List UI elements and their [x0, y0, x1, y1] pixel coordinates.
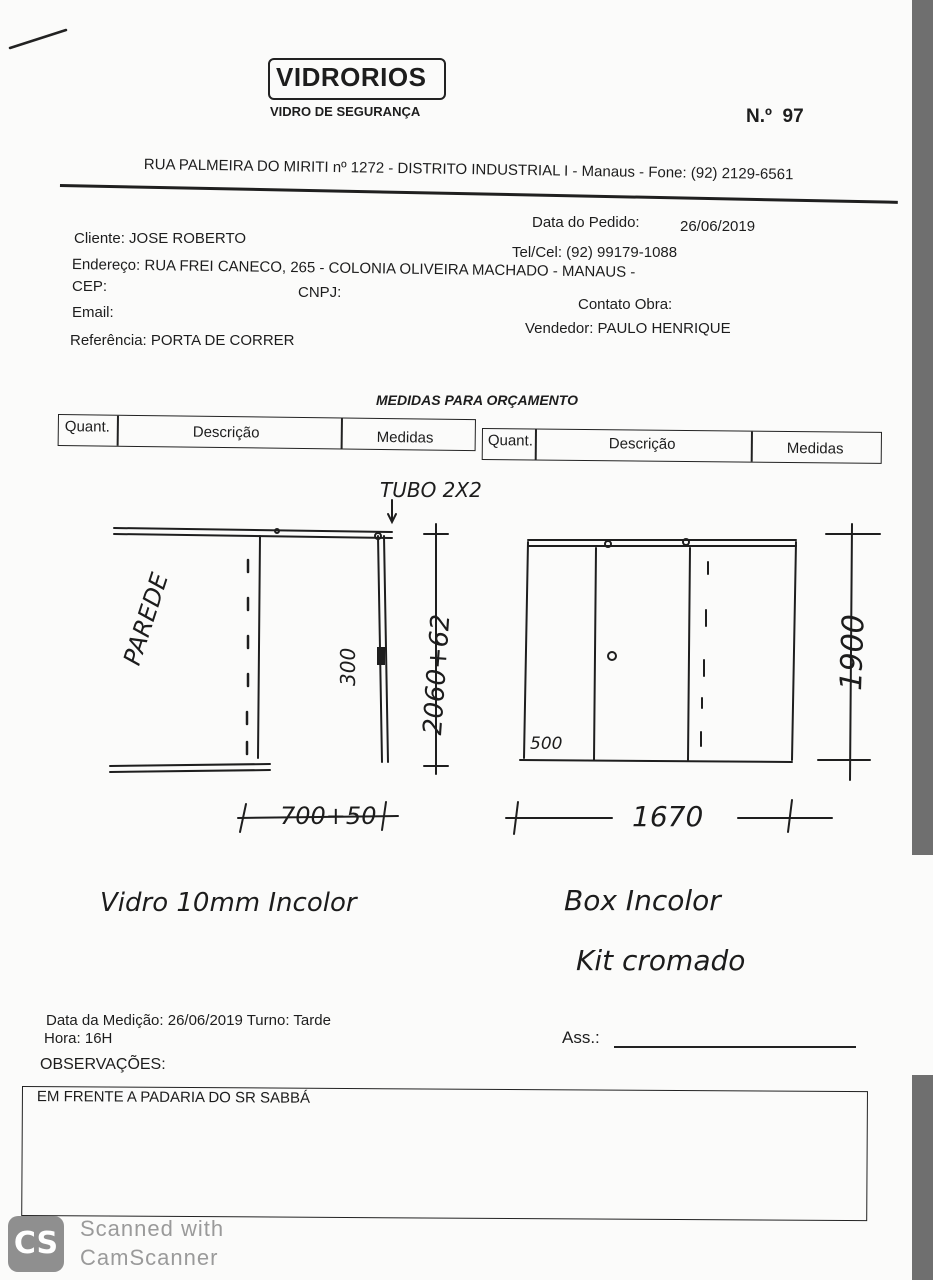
- wall-label: PAREDE: [118, 569, 175, 669]
- measure-date: Data da Medição: 26/06/2019 Turno: Tarde: [46, 1012, 331, 1029]
- observations-text: EM FRENTE A PADARIA DO SR SABBÁ: [36, 1088, 311, 1107]
- measure-table-left: [58, 414, 476, 451]
- cep-field: CEP:: [72, 278, 108, 295]
- right-height-measure: 1900: [834, 613, 872, 692]
- company-address: RUA PALMEIRA DO MIRITI nº 1272 - DISTRITO INDUSTRIAL I - Manaus - Fone: (92) 2129-6561: [143, 156, 794, 184]
- reference-field: Referência: PORTA DE CORRER: [70, 332, 295, 349]
- column-measures-left: Medidas: [376, 428, 434, 447]
- cnpj-field: CNPJ:: [298, 284, 342, 301]
- signature-line: [614, 1046, 856, 1048]
- pen-mark: [8, 26, 72, 52]
- observations-label: OBSERVAÇÕES:: [40, 1056, 166, 1073]
- company-subtitle: VIDRO DE SEGURANÇA: [270, 104, 421, 119]
- measure-table-right: [482, 428, 882, 464]
- client-address: Endereço: RUA FREI CANECO, 265 - COLONIA OLIVEIRA MACHADO - MANAUS -: [71, 256, 636, 281]
- column-quant-right: Quant.: [487, 432, 533, 450]
- column-description-left: Descrição: [192, 423, 260, 442]
- header-divider: [60, 184, 898, 204]
- observations-box: [21, 1086, 868, 1221]
- company-logo: VIDRORIOS: [276, 62, 427, 92]
- left-material-note: Vidro 10mm Incolor: [100, 888, 357, 918]
- camscanner-watermark: Scanned with CamScanner: [80, 1216, 225, 1270]
- measure-hour: Hora: 16H: [44, 1030, 113, 1047]
- tube-note: TUBO 2X2: [380, 478, 482, 502]
- work-contact-field: Contato Obra:: [578, 296, 673, 313]
- right-material-note: Box Incolor: [564, 884, 721, 917]
- right-width-measure: 1670: [632, 800, 704, 833]
- order-date: 26/06/2019: [680, 218, 756, 235]
- shower-box-sketch: [506, 524, 880, 834]
- email-field: Email:: [72, 304, 114, 321]
- adjacent-paper-edge: [905, 855, 933, 1075]
- handle-height: 300: [336, 647, 360, 686]
- left-height-measure: 2060+62: [418, 613, 457, 737]
- left-width-measure: 700+50: [280, 802, 377, 830]
- client-name: Cliente: JOSE ROBERTO: [74, 230, 247, 247]
- seller-name: Vendedor: PAULO HENRIQUE: [525, 320, 731, 337]
- camscanner-logo: CS: [8, 1216, 64, 1272]
- signature-label: Ass.:: [562, 1028, 600, 1047]
- kit-note: Kit cromado: [576, 944, 746, 977]
- sliding-door-sketch: [110, 500, 448, 832]
- client-phone: Tel/Cel: (92) 99179-1088: [512, 244, 678, 261]
- measurements-title: MEDIDAS PARA ORÇAMENTO: [376, 392, 578, 408]
- panel-note: 500: [530, 734, 563, 754]
- order-number: N.º 97: [746, 106, 804, 127]
- column-measures-right: Medidas: [786, 439, 844, 458]
- order-date-label: Data do Pedido:: [532, 214, 640, 231]
- column-description-right: Descrição: [608, 435, 676, 453]
- column-quant-left: Quant.: [64, 418, 110, 436]
